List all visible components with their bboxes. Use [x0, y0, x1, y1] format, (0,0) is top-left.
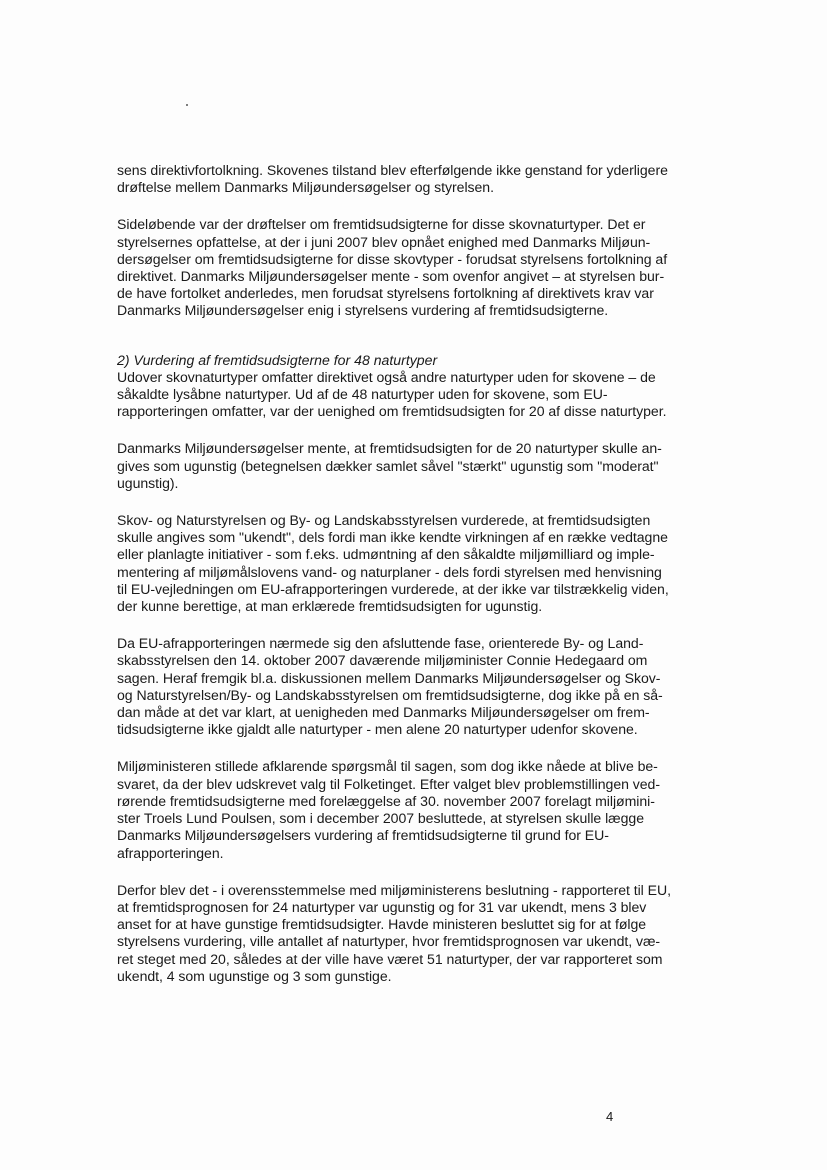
text-line: Danmarks Miljøundersøgelser mente, at fremtidsudsigten for de 20 naturtyper skulle an- — [117, 440, 662, 457]
section-paragraph-3 — [117, 512, 717, 615]
section-paragraph-5 — [117, 758, 717, 861]
text-line: ugunstig). — [117, 474, 179, 491]
text-line: drøftelse mellem Danmarks Miljøundersøgelser og styrelsen. — [117, 179, 494, 196]
text-line: der kunne berettige, at man erklærede fremtidsudsigten for ugunstig. — [117, 598, 543, 615]
text-line: dan måde at det var klart, at uenigheden med Danmarks Miljøundersøgelser om frem- — [117, 704, 650, 721]
text-line: Da EU-afrapporteringen nærmede sig den afsluttende fase, orienterede By- og Land- — [117, 635, 644, 652]
text-line: Derfor blev det - i overensstemmelse med miljøministerens beslutning - rapporteret til EU, — [117, 881, 671, 898]
text-line: direktivet. Danmarks Miljøundersøgelser mente - som ovenfor angivet – at styrelsen bur- — [117, 268, 665, 285]
section-paragraph-6 — [117, 882, 717, 985]
section-paragraph-2 — [117, 440, 717, 492]
text-line: mentering af miljømålslovens vand- og naturplaner - dels fordi styrelsen med henvisning — [117, 563, 662, 580]
section-heading: 2) Vurdering af fremtidsudsigterne for 48 naturtyper — [117, 351, 438, 368]
text-line: gives som ugunstig (betegnelsen dækker samlet såvel "stærkt" ugunstig som "moderat" — [117, 457, 659, 474]
text-line: svaret, da der blev udskrevet valg til Folketinget. Efter valget blev problemstillingen ved- — [117, 775, 660, 792]
text-line: Skov- og Naturstyrelsen og By- og Landskabsstyrelsen vurderede, at fremtidsudsigten — [117, 512, 651, 529]
text-line: såkaldte lysåbne naturtyper. Ud af de 48 naturtyper uden for skovene, som EU- — [117, 386, 608, 403]
text-line: Miljøministeren stillede afklarende spørgsmål til sagen, som dog ikke nåede at blive be- — [117, 758, 658, 775]
scan-speck — [186, 104, 188, 106]
text-line: styrelsernes opfattelse, at der i juni 2007 blev opnået enighed med Danmarks Miljøun- — [117, 233, 651, 250]
text-line: ret steget med 20, således at der ville have været 51 naturtyper, der var rapporteret som — [117, 950, 663, 967]
text-line: skabsstyrelsen den 14. oktober 2007 daværende miljøminister Connie Hedegaard om — [117, 652, 648, 669]
section-paragraph-1 — [117, 369, 717, 421]
page-number: 4 — [606, 1109, 614, 1124]
text-line: Danmarks Miljøundersøgelser enig i styrelsens vurdering af fremtidsudsigterne. — [117, 302, 609, 319]
text-line: afrapporteringen. — [117, 844, 224, 861]
text-line: Udover skovnaturtyper omfatter direktivet også andre naturtyper uden for skovene – de — [117, 368, 656, 385]
text-line: at fremtidsprognosen for 24 naturtyper var ugunstig og for 31 var ukendt, mens 3 blev — [117, 898, 647, 915]
text-line: sens direktivfortolkning. Skovenes tilstand blev efterfølgende ikke genstand for yderligere — [117, 162, 668, 178]
text-line: til EU-vejledningen om EU-afrapporteringen vurderede, at der ikke var tilstrækkelig viden, — [117, 580, 669, 597]
paragraph-2 — [117, 216, 717, 319]
text-line: ukendt, 4 som ugunstige og 3 som gunstige. — [117, 967, 392, 984]
text-line: rapporteringen omfatter, var der uenighed om fremtidsudsigten for 20 af disse naturtyper. — [117, 403, 667, 420]
text-line: skulle angives som "ukendt", dels fordi man ikke kendte virkningen af en række vedtagne — [117, 529, 668, 546]
text-line: eller planlagte initiativer - som f.eks. udmøntning af den såkaldte miljømilliard og imple- — [117, 546, 655, 563]
text-line: og Naturstyrelsen/By- og Landskabsstyrelsen om fremtidsudsigterne, dog ikke på en så- — [117, 686, 663, 703]
text-line: de have fortolket anderledes, men forudsat styrelsens fortolkning af direktivets krav var — [117, 285, 654, 302]
section-paragraph-4 — [117, 635, 717, 738]
text-line: dersøgelser om fremtidsudsigterne for disse skovtyper - forudsat styrelsens fortolkning af — [117, 250, 668, 267]
document-body — [117, 162, 717, 1005]
text-line: anset for at have gunstige fremtidsudsigter. Havde ministeren besluttet sig for at følge — [117, 916, 647, 933]
text-line: Sideløbende var der drøftelser om fremtidsudsigterne for disse skovnaturtyper. Det er — [117, 216, 646, 233]
paragraph-1 — [117, 162, 717, 196]
text-line: styrelsens vurdering, ville antallet af naturtyper, hvor fremtidsprognosen var ukendt, væ- — [117, 933, 661, 950]
text-line: rørende fremtidsudsigterne med forelæggelse af 30. november 2007 forelagt miljømini- — [117, 792, 655, 809]
text-line: ster Troels Lund Poulsen, som i december 2007 besluttede, at styrelsen skulle lægge — [117, 810, 645, 827]
text-line: Danmarks Miljøundersøgelsers vurdering af fremtidsudsigterne til grund for EU- — [117, 827, 609, 844]
text-line: tidsudsigterne ikke gjaldt alle naturtyper - men alene 20 naturtyper udenfor skovene. — [117, 721, 638, 738]
text-line: sagen. Heraf fremgik bl.a. diskussionen mellem Danmarks Miljøundersøgelser og Skov- — [117, 669, 661, 686]
